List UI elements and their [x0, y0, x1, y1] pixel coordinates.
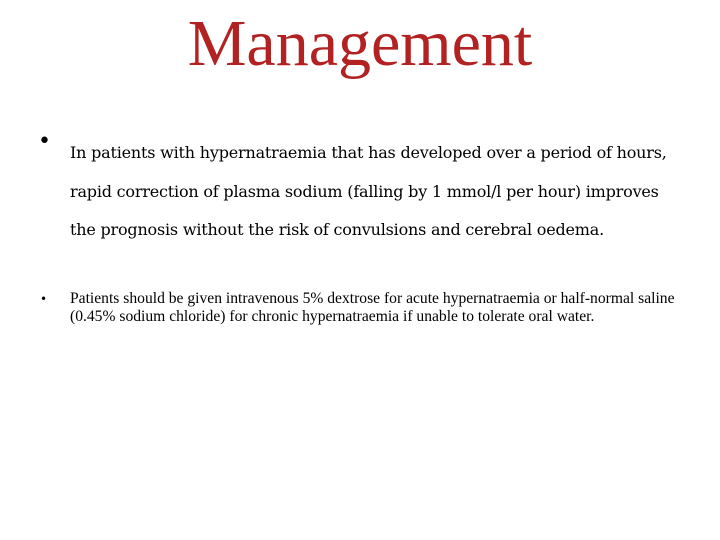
bullet-text: Patients should be given intravenous 5% dextrose for acute hypernatraemia or half-normal saline (0.45% sodium chloride) for chronic hypernatraemia if unable to tolerate oral water.	[70, 290, 675, 325]
slide-title: Management	[187, 7, 533, 80]
bullet-marker: •	[40, 292, 48, 306]
bullet-text: In patients with hypernatraemia that has developed over a period of hours, rapid correction of plasma sodium (falling by 1 mmol/l per hour) improves the prognosis without the risk of convulsions and cerebral oedema.	[70, 143, 667, 239]
bullet-marker: •	[38, 129, 51, 154]
